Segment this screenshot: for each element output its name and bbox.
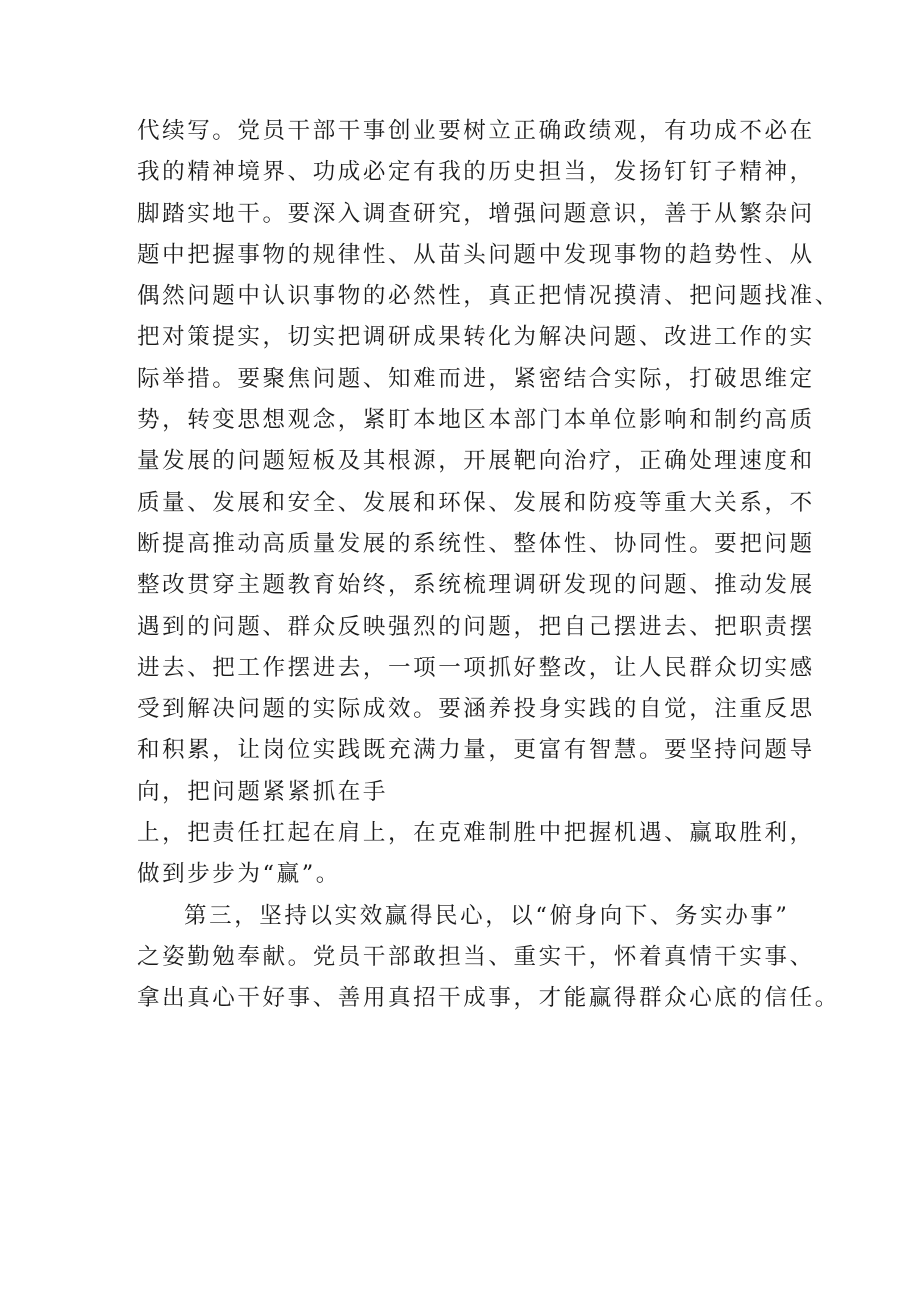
text-line: 偶然问题中认识事物的必然性，真正把情况摸清、把问题找准、	[137, 283, 840, 310]
text-line: 和积累，让岗位实践既充满力量，更富有智慧。要坚持问题导	[137, 737, 815, 764]
text-line: 进去、把工作摆进去，一项一项抓好整改，让人民群众切实感	[137, 654, 815, 681]
text-line: 拿出真心干好事、善用真招干成事，才能赢得群众心底的信任。	[137, 985, 840, 1012]
text-line: 际举措。要聚焦问题、知难而进，紧密结合实际，打破思维定	[137, 365, 815, 392]
text-line: 我的精神境界、功成必定有我的历史担当，发扬钉钉子精神，	[137, 159, 815, 186]
text-line: 质量、发展和安全、发展和环保、发展和防疫等重大关系，不	[137, 489, 815, 516]
text-line: 整改贯穿主题教育始终，系统梳理调研发现的问题、推动发展	[137, 572, 815, 599]
text-line: 做到步步为“赢”。	[137, 861, 341, 888]
text-line: 遇到的问题、群众反映强烈的问题，把自己摆进去、把职责摆	[137, 613, 815, 640]
text-line: 受到解决问题的实际成效。要涵养投身实践的自觉，注重反思	[137, 696, 815, 723]
text-line: 势，转变思想观念，紧盯本地区本部门本单位影响和制约高质	[137, 407, 815, 434]
text-line: 向，把问题紧紧抓在手	[137, 778, 389, 805]
text-line: 上，把责任扛起在肩上，在克难制胜中把握机遇、赢取胜利，	[137, 820, 815, 847]
paragraph-first-line: 第三，坚持以实效赢得民心，以“俯身向下、务实办事”	[184, 902, 790, 929]
body-text	[137, 111, 840, 1020]
text-line: 量发展的问题短板及其根源，开展靶向治疗，正确处理速度和	[137, 448, 815, 475]
text-line: 之姿勤勉奉献。党员干部敢担当、重实干，怀着真情干实事、	[137, 943, 815, 970]
text-line: 断提高推动高质量发展的系统性、整体性、协同性。要把问题	[137, 530, 815, 557]
text-line: 题中把握事物的规律性、从苗头问题中发现事物的趋势性、从	[137, 241, 815, 268]
text-line: 代续写。党员干部干事创业要树立正确政绩观，有功成不必在	[137, 118, 815, 144]
text-line: 把对策提实，切实把调研成果转化为解决问题、改进工作的实	[137, 324, 815, 351]
text-line: 脚踏实地干。要深入调查研究，增强问题意识，善于从繁杂问	[137, 200, 815, 227]
